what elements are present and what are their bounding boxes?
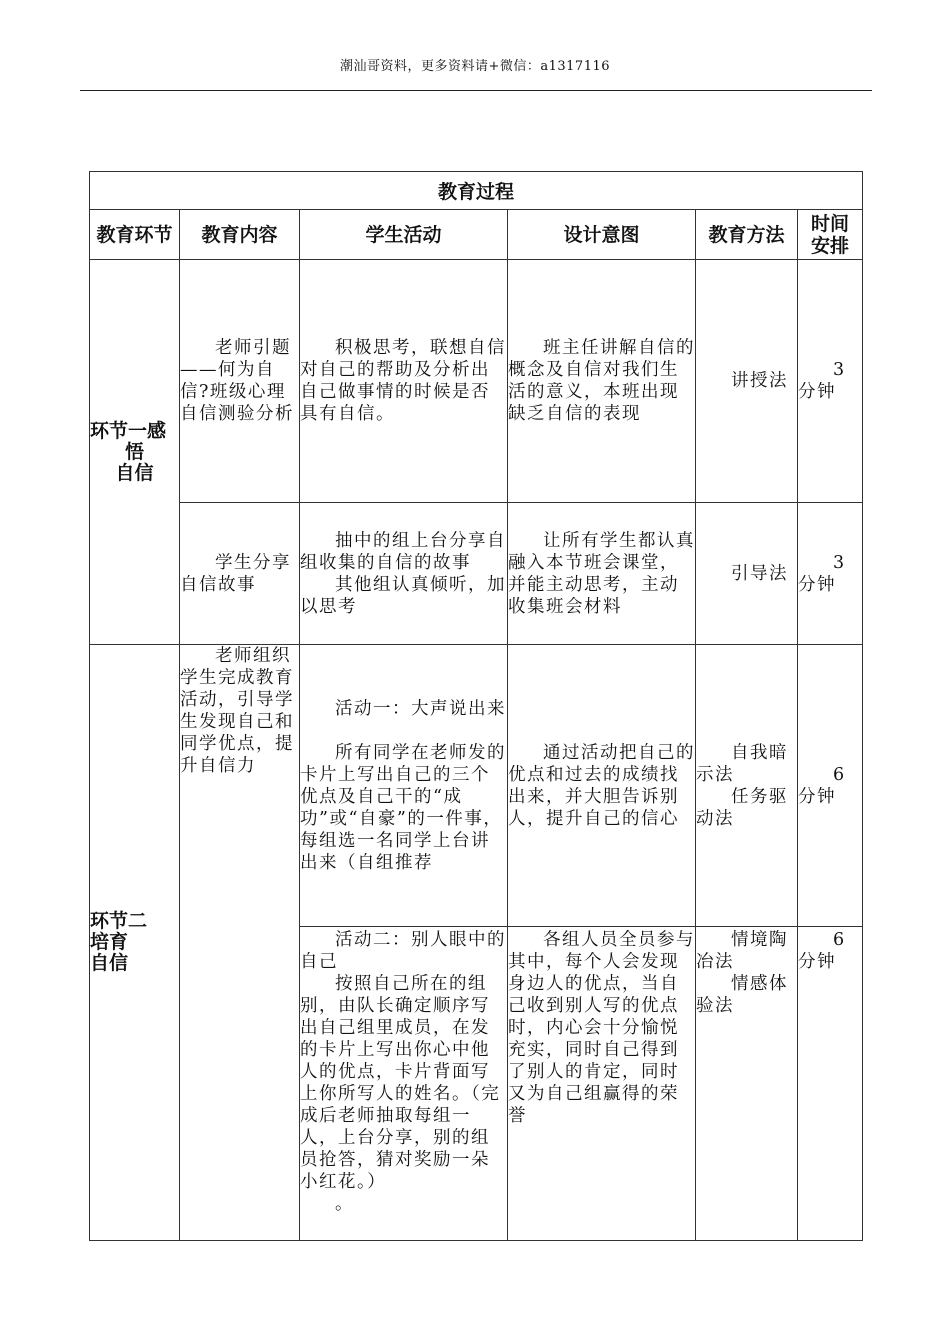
cell-text: 抽中的组上台分享自组收集的自信的故事 <box>300 530 506 573</box>
column-header: 教育方法 <box>696 210 798 260</box>
cell-text: 。 <box>335 1194 354 1214</box>
cell-text: 学生分享自信故事 <box>180 552 291 595</box>
intent-cell <box>508 927 696 1241</box>
page-header: 潮汕哥资料，更多资料请+微信：a1317116 <box>339 59 611 74</box>
cell-text: 老师引题——何为自信?班级心理自信测验分析 <box>180 338 294 424</box>
content-cell <box>180 645 300 1241</box>
cell-text: 情感体验法 <box>696 974 788 1016</box>
time-cell <box>798 927 863 1241</box>
activity-cell <box>300 260 508 503</box>
segment-line: 悟 <box>124 440 144 463</box>
cell-text: 引导法 <box>731 563 788 584</box>
activity-cell <box>300 927 508 1241</box>
method-cell <box>696 645 798 927</box>
cell-text: 让所有学生都认真融入本节班会课堂，并能主动思考，主动收集班会材料 <box>508 530 695 617</box>
table-header-row <box>90 210 863 260</box>
cell-text: 任务驱动法 <box>696 786 788 829</box>
method-cell <box>696 927 798 1241</box>
column-header: 时间安排 <box>798 210 863 260</box>
cell-text: 情境陶冶法 <box>696 930 788 972</box>
segment-cell <box>90 260 180 645</box>
education-process-table <box>89 171 863 1241</box>
table-row <box>90 260 863 503</box>
cell-text: 按照自己所在的组别，由队长确定顺序写出自己组里成员，在发的卡片上写出你心中他人的优点，卡片背面写上你所写人的姓名。（完成后老师抽取每组一人，上台分享，别的组员抢答，猜对奖励一朵小红花。） <box>300 974 501 1192</box>
segment-line: 环节二 <box>90 910 148 932</box>
cell-text: 通过活动把自己的优点和过去的成绩找出来，并大胆告诉别人，提升自己的信心 <box>508 742 695 829</box>
cell-text: 各组人员全员参与其中，每个人会发现身边人的优点，当自己收到别人写的优点时，内心会十分愉悦充实，同时自己得到了别人的肯定，同时又为自己组赢得的荣誉 <box>508 930 695 1126</box>
activity-cell <box>300 503 508 645</box>
cell-text: 其他组认真倾听，加以思考 <box>300 574 506 617</box>
cell-text: 自我暗示法 <box>696 742 788 785</box>
segment-line: 自信 <box>115 461 154 484</box>
segment-line: 培育 <box>90 931 129 953</box>
cell-text: 积极思考，联想自信对自己的帮助及分析出自己做事情的时候是否具有自信。 <box>300 338 506 424</box>
activity-cell <box>300 645 508 927</box>
time-cell <box>798 645 863 927</box>
cell-text: 讲授法 <box>731 371 788 391</box>
segment-cell <box>90 645 180 1241</box>
header-rule <box>80 90 872 91</box>
segment-line: 环节一感 <box>90 419 167 442</box>
intent-cell <box>508 260 696 503</box>
intent-cell <box>508 645 696 927</box>
segment-line: 自信 <box>90 952 129 974</box>
intent-cell <box>508 503 696 645</box>
table-title: 教育过程 <box>90 172 863 210</box>
table-row <box>90 503 863 645</box>
cell-text: 老师组织学生完成教育活动，引导学生发现自己和同学优点，提升自信力 <box>180 646 294 776</box>
table-row <box>90 645 863 927</box>
column-header: 教育环节 <box>90 210 180 260</box>
method-cell <box>696 503 798 645</box>
column-header: 教育内容 <box>180 210 300 260</box>
content-cell <box>180 260 300 503</box>
cell-text: 活动二：别人眼中的自己 <box>300 930 506 972</box>
cell-text: 所有同学在老师发的卡片上写出自己的三个优点及自己干的“成功”或“自豪”的一件事，每组选一名同学上台讲出来（自组推荐 <box>300 742 506 873</box>
column-header: 设计意图 <box>508 210 696 260</box>
method-cell <box>696 260 798 503</box>
content-cell <box>180 503 300 645</box>
cell-text: 3分钟 <box>798 360 846 402</box>
time-cell <box>798 260 863 503</box>
cell-text: 6分钟 <box>798 764 846 807</box>
cell-text: 班主任讲解自信的概念及自信对我们生活的意义，本班出现缺乏自信的表现 <box>508 338 695 424</box>
cell-text: 6分钟 <box>798 930 846 972</box>
cell-text: 3分钟 <box>798 552 846 595</box>
cell-text: 活动一：大声说出来 <box>335 698 506 719</box>
time-cell <box>798 503 863 645</box>
column-header: 学生活动 <box>300 210 508 260</box>
